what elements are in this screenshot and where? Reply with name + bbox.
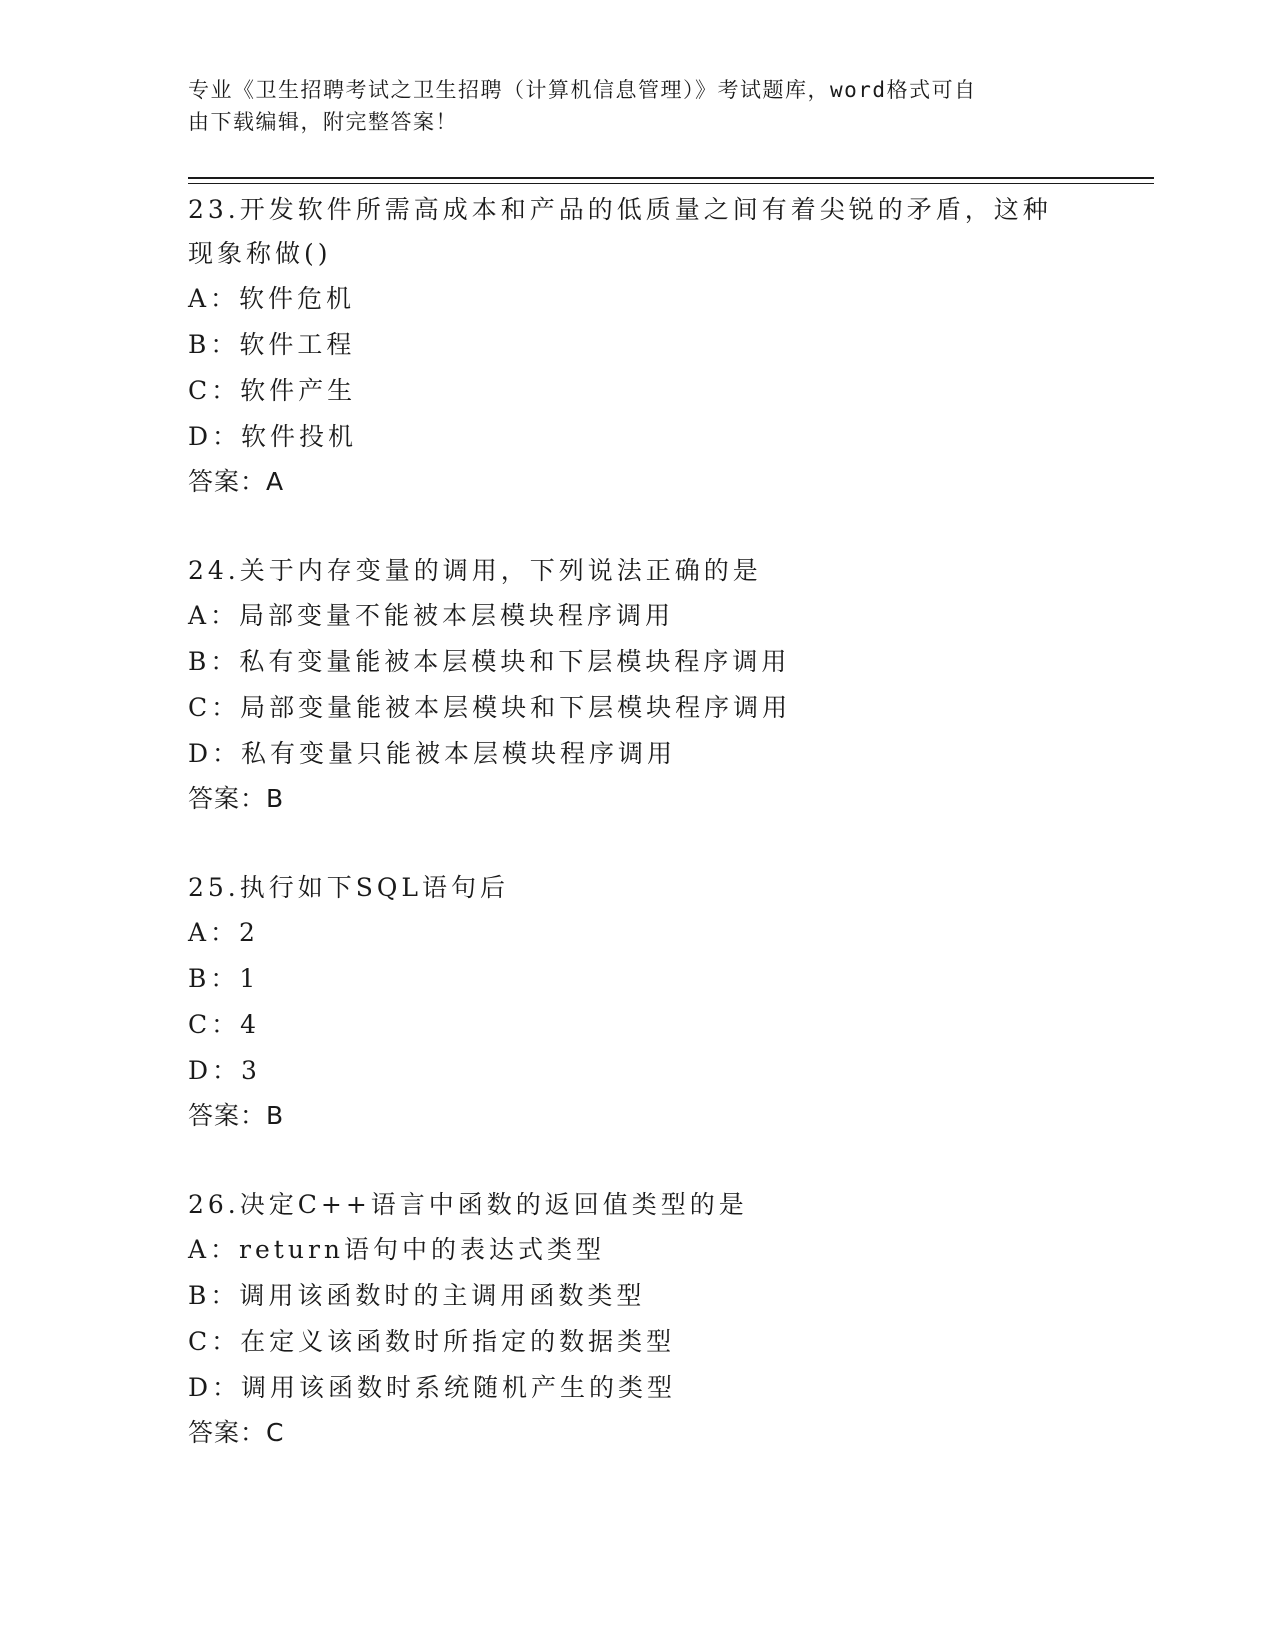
header-divider-thin — [188, 183, 1154, 184]
option-a: A：软件危机 — [188, 284, 356, 313]
question-stem: 25.执行如下SQL语句后 — [188, 873, 509, 902]
option-c: C：局部变量能被本层模块和下层模块程序调用 — [188, 693, 792, 722]
option-c: C：4 — [188, 1010, 261, 1039]
question-25 — [188, 866, 1154, 1138]
option-d: D：调用该函数时系统随机产生的类型 — [188, 1373, 677, 1402]
answer-label: 答案：C — [188, 1418, 285, 1447]
answer-label: 答案：B — [188, 1101, 285, 1130]
option-b: B：软件工程 — [188, 330, 356, 359]
answer-label: 答案：A — [188, 467, 285, 496]
header-line-1: 专业《卫生招聘考试之卫生招聘（计算机信息管理）》考试题库，word格式可自 — [188, 78, 977, 102]
option-a: A：2 — [188, 918, 259, 947]
question-stem: 24.关于内存变量的调用，下列说法正确的是 — [188, 556, 762, 585]
header-divider-thick — [188, 177, 1154, 179]
option-b: B：调用该函数时的主调用函数类型 — [188, 1281, 646, 1310]
option-b: B：私有变量能被本层模块和下层模块程序调用 — [188, 647, 791, 676]
question-23 — [188, 188, 1154, 504]
option-d: D：私有变量只能被本层模块程序调用 — [188, 739, 677, 768]
option-c: C：软件产生 — [188, 376, 357, 405]
option-a: A：局部变量不能被本层模块程序调用 — [188, 601, 675, 630]
option-d: D：软件投机 — [188, 422, 358, 451]
option-c: C：在定义该函数时所指定的数据类型 — [188, 1327, 676, 1356]
question-26 — [188, 1183, 1154, 1455]
question-stem: 23.开发软件所需高成本和产品的低质量之间有着尖锐的矛盾，这种现象称做() — [188, 195, 1052, 268]
question-stem: 26.决定C++语言中函数的返回值类型的是 — [188, 1190, 748, 1219]
question-24 — [188, 549, 1154, 821]
answer-label: 答案：B — [188, 784, 285, 813]
option-d: D：3 — [188, 1056, 261, 1085]
header-line-2: 由下载编辑，附完整答案！ — [188, 110, 458, 134]
document-header — [188, 74, 1068, 138]
option-b: B：1 — [188, 964, 260, 993]
option-a: A：return语句中的表达式类型 — [188, 1235, 605, 1264]
question-list — [188, 188, 1154, 1500]
